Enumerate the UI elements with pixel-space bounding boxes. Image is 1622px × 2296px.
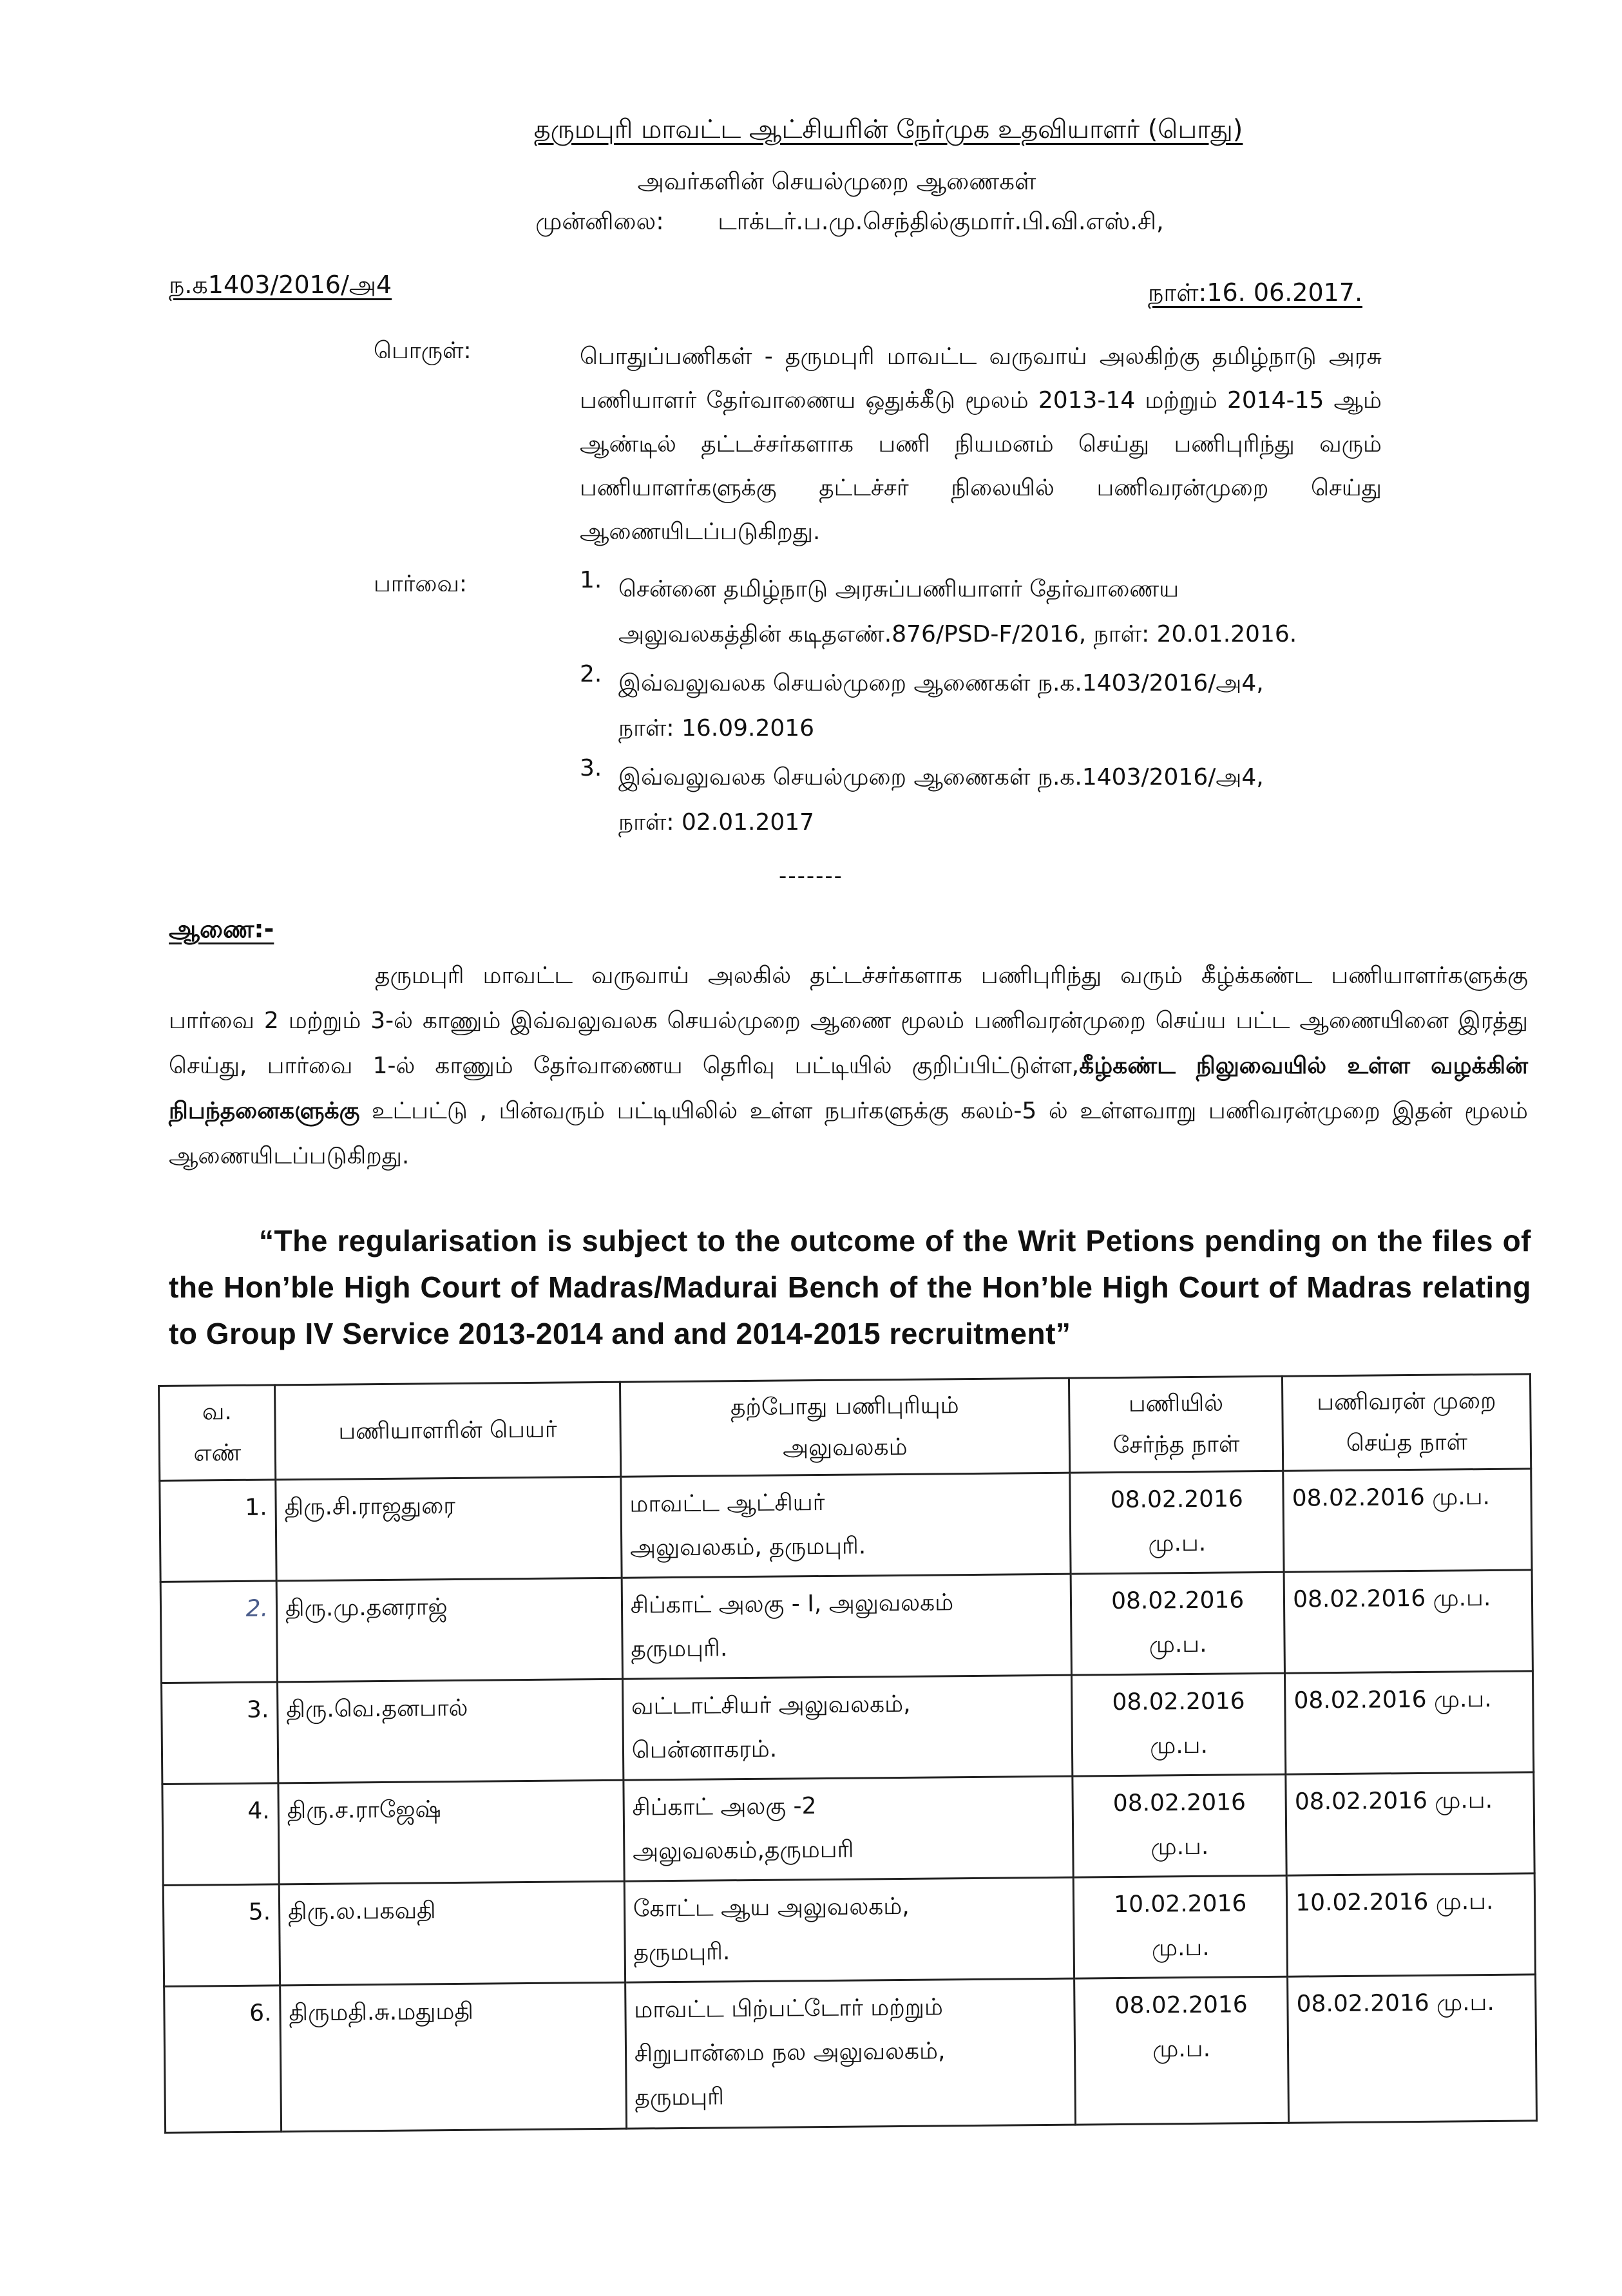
subject-text: பொதுப்பணிகள் - தருமபுரி மாவட்ட வருவாய் அலகிற்கு தமிழ்நாடு அரசு பணியாளர் தேர்வாணைய ஒதுக்கீடு மூலம் 2013-14 மற்றும் 2014-15 ஆம் ஆண்டில் தட்டச்சர்களாக பணி நியமனம் செய்து பணிபுரிந்து வரும் பணியாளர்களுக்கு தட்டச்சர் நிலையில் பணிவரன்முறை செய்து ஆணையிடப்படுகிறது. bbox=[580, 343, 1382, 545]
reference-line: இவ்வலுவலக செயல்முறை ஆணைகள் ந.க.1403/2016/அ4, bbox=[618, 764, 1264, 790]
references-label: பார்வை: bbox=[374, 571, 468, 597]
cell-regularised: 10.02.2016 மு.ப. bbox=[1286, 1873, 1535, 1976]
cell-office: சிப்காட் அலகு - I, அலுவலகம் தருமபுரி. bbox=[622, 1574, 1072, 1679]
table-row bbox=[162, 1671, 1534, 1784]
presiding-label: முன்னிலை: bbox=[535, 207, 664, 235]
cell-joined: 08.02.2016 மு.ப. bbox=[1072, 1673, 1286, 1776]
cell-sno: 5. bbox=[163, 1884, 280, 1987]
table-row bbox=[162, 1772, 1534, 1886]
regularisation-table bbox=[158, 1373, 1538, 2134]
document-date: நாள்:16. 06.2017. bbox=[1148, 278, 1363, 307]
cell-name: திரு.சி.ராஜதுரை bbox=[276, 1477, 622, 1581]
header-office: தற்போது பணிபுரியும் அலுவலகம் bbox=[620, 1378, 1070, 1477]
cell-sno: 2. bbox=[160, 1581, 277, 1683]
writ-petition-note: “The regularisation is subject to the outcome of the Writ Petions pending on the files of the Hon’ble High Court of Madras/Madurai Bench of the Hon’ble High Court of Madras relating to Group IV Service 2013-2014 and and 2014-2015 recruitment” bbox=[169, 1224, 1531, 1350]
cell-regularised: 08.02.2016 மு.ப. bbox=[1284, 1570, 1532, 1673]
table-row bbox=[160, 1570, 1532, 1683]
reference-number-1: 1. bbox=[580, 567, 602, 593]
cell-office: சிப்காட் அலகு -2 அலுவலகம்,தருமபரி bbox=[624, 1776, 1074, 1881]
table-row bbox=[164, 1975, 1537, 2133]
cell-office: கோட்ட ஆய அலுவலகம், தருமபுரி. bbox=[624, 1877, 1074, 1982]
order-label: ஆணை:- bbox=[169, 915, 274, 943]
cell-office: வட்டாட்சியர் அலுவலகம், பென்னாகரம். bbox=[622, 1675, 1073, 1780]
cell-regularised: 08.02.2016 மு.ப. bbox=[1286, 1772, 1534, 1875]
reference-line: இவ்வலுவலக செயல்முறை ஆணைகள் ந.க.1403/2016/அ4, bbox=[618, 670, 1264, 696]
header-sno: வ. எண் bbox=[159, 1385, 276, 1481]
reference-line: சென்னை தமிழ்நாடு அரசுப்பணியாளர் தேர்வாணைய bbox=[618, 576, 1179, 602]
reference-item bbox=[580, 661, 1482, 751]
reference-item bbox=[580, 755, 1482, 845]
cell-name: திரு.ல.பகவதி bbox=[279, 1881, 625, 1985]
cell-joined: 08.02.2016 மு.ப. bbox=[1073, 1774, 1286, 1877]
cell-sno: 6. bbox=[164, 1985, 281, 2133]
header-joined-date: பணியில் சேர்ந்த நாள் bbox=[1069, 1376, 1283, 1473]
cell-name: திரு.மு.தனராஜ் bbox=[276, 1578, 622, 1682]
cell-regularised: 08.02.2016 மு.ப. bbox=[1288, 1975, 1537, 2123]
order-text-bold: கீழ்கண்ட நிலுவையில் உள்ள வழக்கின் நிபந்தனைகளுக்கு bbox=[169, 1053, 1528, 1124]
header-name: பணியாளரின் பெயர் bbox=[275, 1382, 621, 1480]
subject-label: பொருள்: bbox=[374, 338, 472, 364]
reference-line: அலுவலகத்தின் கடிதஎண்.876/PSD-F/2016, நாள்: 20.01.2016. bbox=[618, 621, 1297, 647]
office-title bbox=[77, 115, 1622, 148]
cell-office: மாவட்ட பிற்பட்டோர் மற்றும் சிறுபான்மை நல அலுவலகம், தருமபுரி bbox=[625, 1978, 1075, 2129]
presiding-name: டாக்டர்.ப.மு.செந்தில்குமார்.பி.வி.எஸ்.சி, bbox=[718, 207, 1164, 235]
cell-regularised: 08.02.2016 மு.ப. bbox=[1285, 1671, 1534, 1774]
cell-joined: 10.02.2016 மு.ப. bbox=[1073, 1875, 1287, 1978]
cell-name: திரு.ச.ராஜேஷ் bbox=[278, 1780, 624, 1884]
order-text bbox=[169, 953, 1528, 1179]
reference-line: நாள்: 16.09.2016 bbox=[618, 715, 815, 741]
cell-regularised: 08.02.2016 மு.ப. bbox=[1283, 1469, 1532, 1572]
cell-name: திரு.வெ.தனபால் bbox=[278, 1679, 624, 1783]
presiding-officer bbox=[39, 207, 1622, 238]
order-text-part2: உட்பட்டு , பின்வரும் பட்டியிலில் உள்ள நபர்களுக்கு கலம்-5 ல் உள்ளவாறு பணிவரன்முறை இதன் மூலம் ஆணையிடப்படுகிறது. bbox=[169, 1098, 1528, 1169]
cell-joined: 08.02.2016 மு.ப. bbox=[1071, 1572, 1284, 1675]
office-title-text: தருமபுரி மாவட்ட ஆட்சியரின் நேர்முக உதவியாளர் (பொது) bbox=[533, 115, 1243, 144]
cell-name: திருமதி.சு.மதுமதி bbox=[280, 1982, 627, 2132]
proceedings-title: அவர்களின் செயல்முறை ஆணைகள் bbox=[637, 167, 1036, 195]
cell-joined: 08.02.2016 மு.ப. bbox=[1070, 1471, 1284, 1574]
header-regularised-date: பணிவரன் முறை செய்த நாள் bbox=[1283, 1374, 1531, 1471]
section-separator: ------- bbox=[779, 863, 843, 889]
table-row bbox=[163, 1873, 1535, 1987]
order-text-part1: தருமபுரி மாவட்ட வருவாய் அலகில் தட்டச்சர்களாக பணிபுரிந்து வரும் கீழ்க்கண்ட பணியாளர்களுக்கு பார்வை 2 மற்றும் 3-ல் காணும் இவ்வலுவலக செயல்முறை ஆணை மூலம் பணிவரன்முறை செய்ய பட்ட ஆணையினை இரத்து செய்து, பார்வை 1-ல் காணும் தேர்வாணைய தெரிவு பட்டியில் குறிப்பிட்டுள்ள, bbox=[169, 962, 1528, 1079]
table-header-row bbox=[159, 1374, 1531, 1481]
cell-sno: 3. bbox=[162, 1682, 278, 1784]
cell-office: மாவட்ட ஆட்சியர் அலுவலகம், தருமபுரி. bbox=[621, 1473, 1071, 1578]
cell-joined: 08.02.2016 மு.ப. bbox=[1074, 1976, 1289, 2125]
reference-number: ந.க1403/2016/அ4 bbox=[169, 271, 392, 299]
reference-line: நாள்: 02.01.2017 bbox=[618, 809, 815, 836]
reference-number-3: 3. bbox=[580, 755, 602, 781]
references-list bbox=[580, 567, 1482, 849]
reference-number-2: 2. bbox=[580, 661, 602, 687]
cell-sno: 4. bbox=[162, 1783, 279, 1886]
cell-sno: 1. bbox=[160, 1480, 276, 1582]
reference-item bbox=[580, 567, 1482, 657]
table-row bbox=[160, 1469, 1532, 1582]
